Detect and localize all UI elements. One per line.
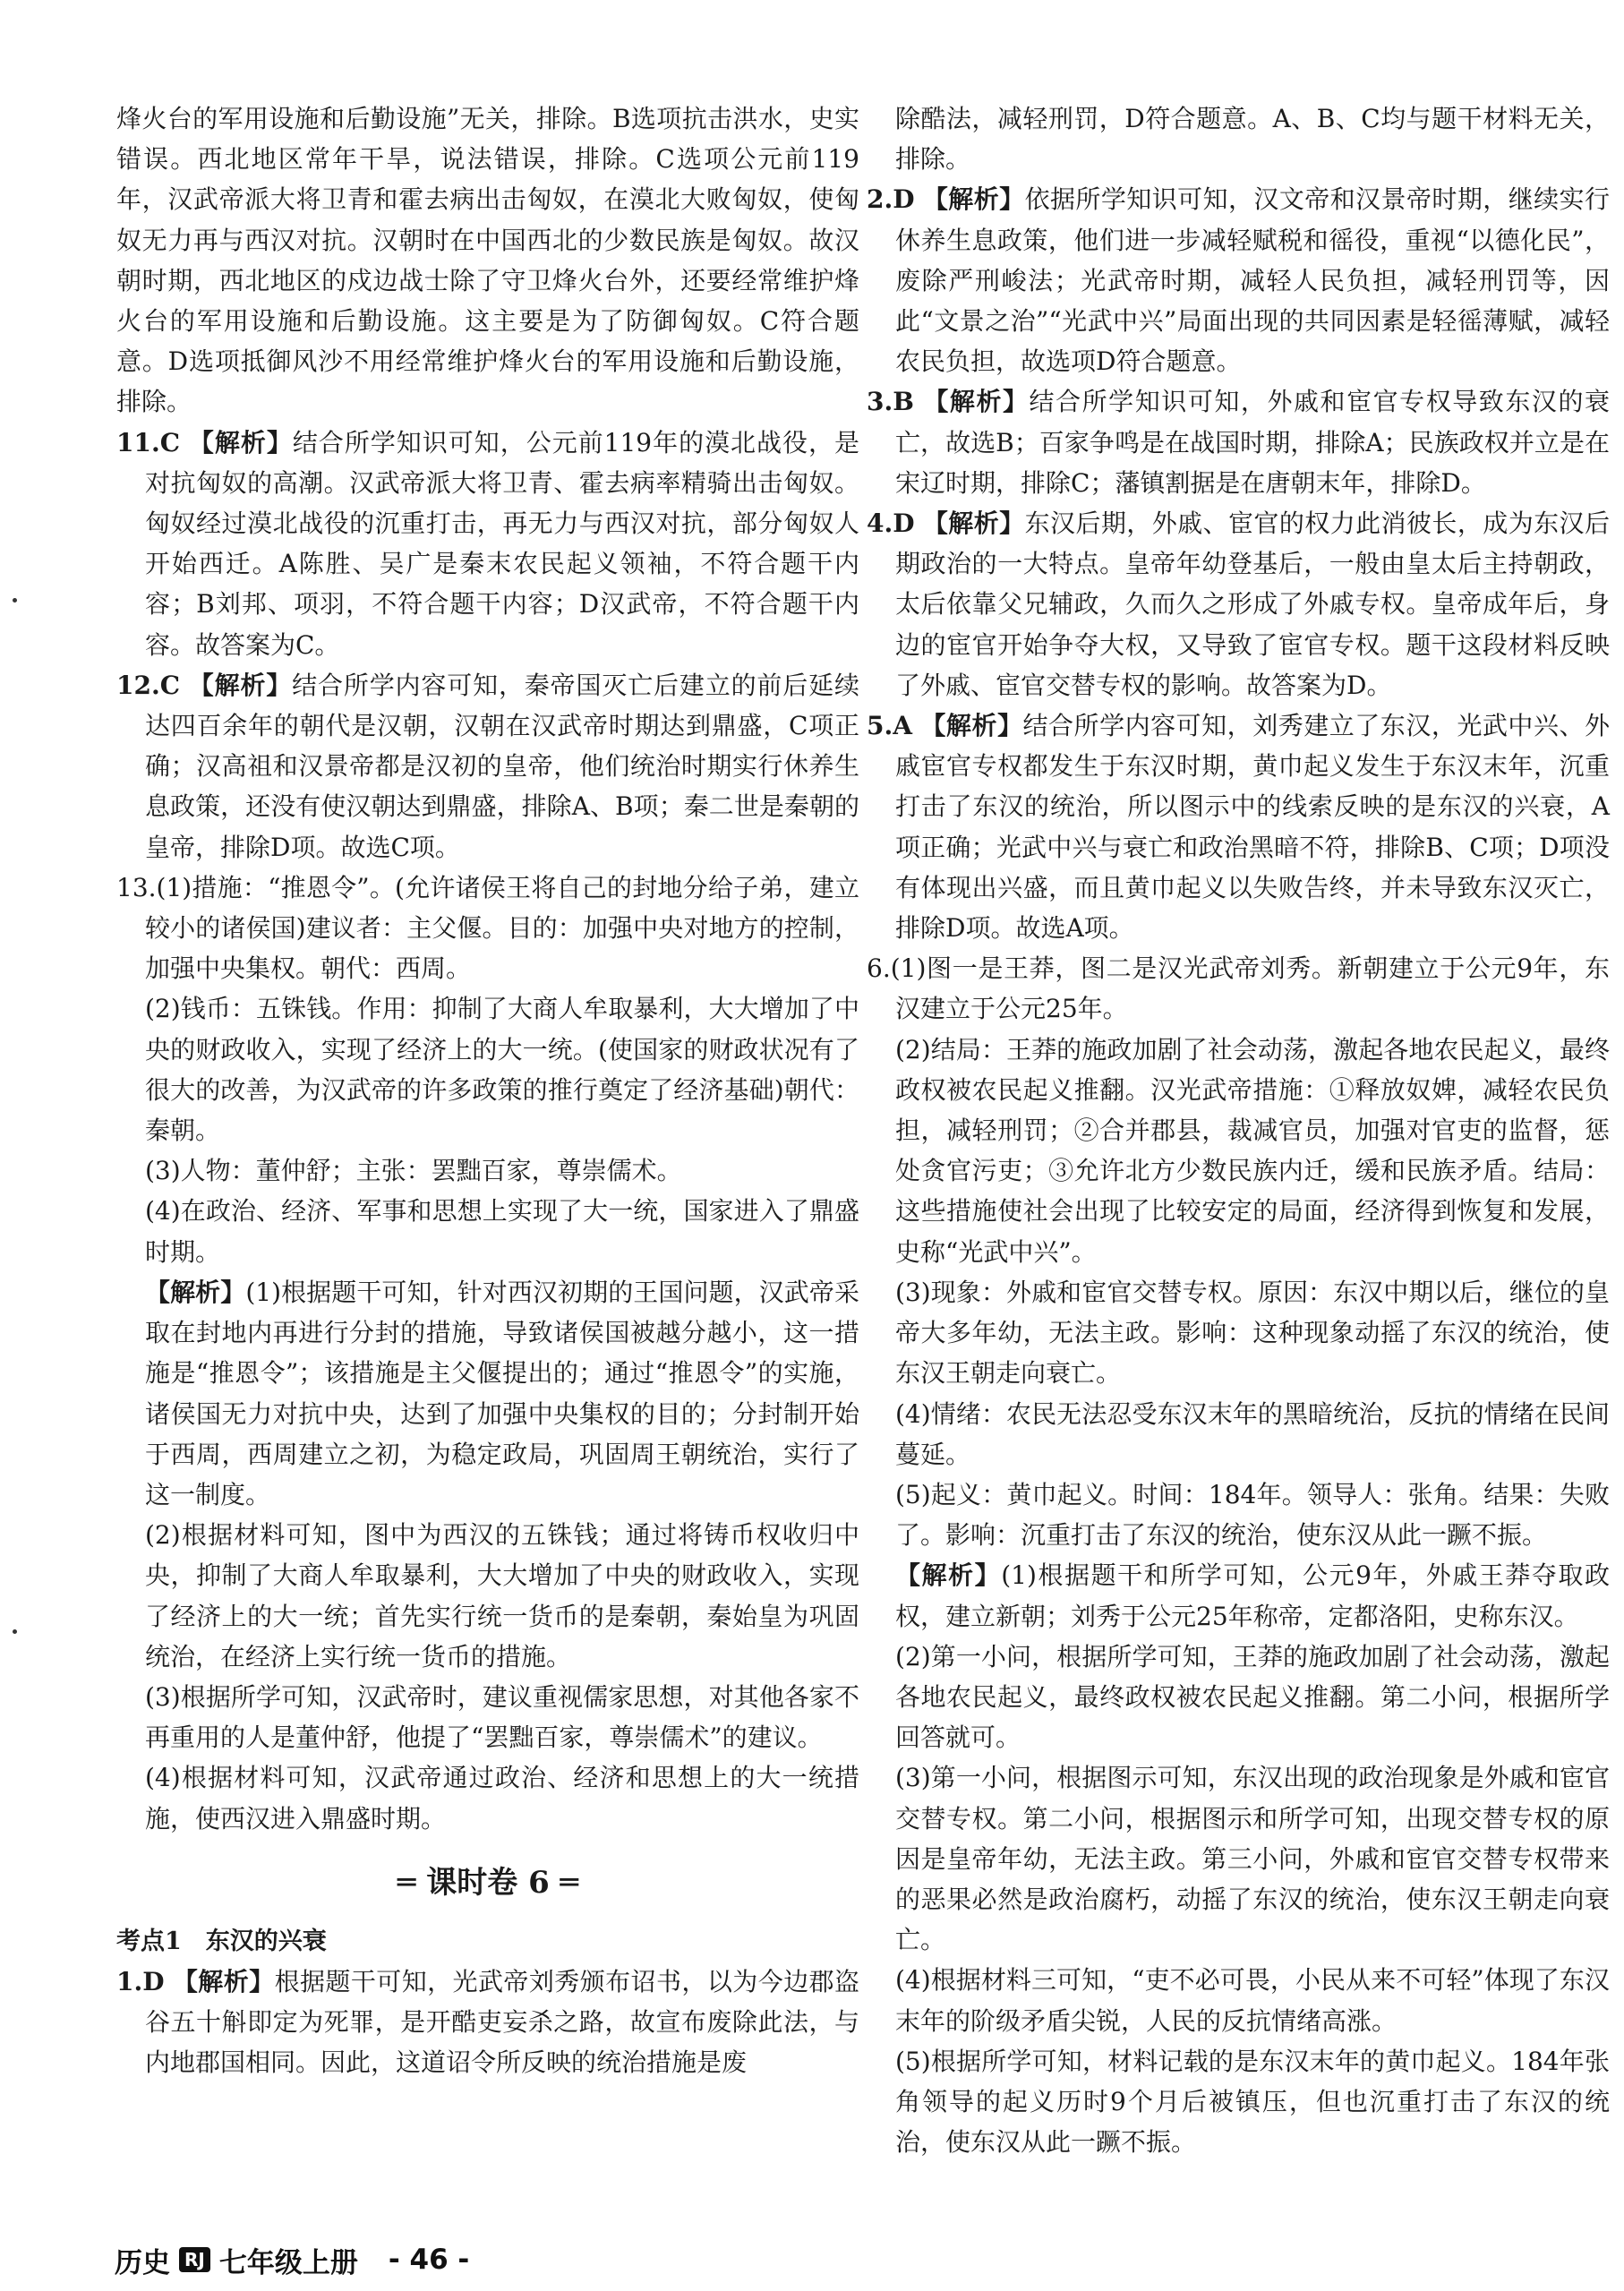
topic-heading: 考点1 东汉的兴衰 (116, 1927, 327, 1955)
analysis-text: (5)根据所学可知，材料记载的是东汉末年的黄巾起义。184年张角领导的起义历时9个月后被镇压，但也沉重打击了东汉的统治，使东汉从此一蹶不振。 (895, 2046, 1610, 2158)
scan-mark (13, 1629, 17, 1634)
grade-label: 七年级上册 (218, 2246, 358, 2279)
answer-item-12 (116, 665, 859, 868)
right-column (867, 98, 1610, 2162)
paragraph: 烽火台的军用设施和后勤设施”无关，排除。B选项抗击洪水，史实错误。西北地区常年干旱，说法错误，排除。C选项公元前119年，汉武帝派大将卫青和霍去病出击匈奴，在漠北大败匈奴，使匈奴无力再与西汉对抗。汉朝时在中国西北的少数民族是匈奴。故汉朝时期，西北地区的戍边战士除了守卫烽火台外，还要经常维护烽火台的军用设施和后勤设施。这主要是为了防御匈奴。C符合题意。D选项抵御风沙不用经常维护烽火台的军用设施和后勤设施，排除。 (116, 104, 859, 417)
edition-badge: RJ (179, 2247, 210, 2272)
answer-sub: (2)钱币：五铢钱。作用：抑制了大商人牟取暴利，大大增加了中央的财政收入，实现了经济上的大一统。(使国家的财政状况有了很大的改善，为汉武帝的许多政策的推行奠定了经济基础)朝代：秦朝。 (145, 994, 859, 1146)
analysis-tag: 【解析】 (922, 184, 1025, 215)
answer-item-13: 13.(1)措施：“推恩令”。(允许诸侯王将自己的封地分给子弟，建立较小的诸侯国)建议者：主父偃。目的：加强中央对地方的控制，加强中央集权。朝代：西周。 (116, 872, 859, 984)
left-column (116, 98, 859, 2082)
answer-text: 结合所学知识可知，公元前119年的漠北战役，是对抗匈奴的高潮。汉武帝派大将卫青、霍去病率精骑出击匈奴。匈奴经过漠北战役的沉重打击，再无力与西汉对抗，部分匈奴人开始西迁。A陈胜、吴广是秦末农民起义领袖，不符合题干内容；B刘邦、项羽，不符合题干内容；D汉武帝，不符合题干内容。故答案为C。 (145, 427, 859, 660)
answer-sub: (2)结局：王莽的施政加剧了社会动荡，激起各地农民起义，最终政权被农民起义推翻。汉光武帝措施：①释放奴婢，减轻农民负担，减轻刑罚；②合并郡县，裁减官员，加强对官吏的监督，惩处贪官污吏；③允许北方少数民族内迁，缓和民族矛盾。结局：这些措施使社会出现了比较安定的局面，经济得到恢复和发展，史称“光武中兴”。 (895, 1034, 1610, 1267)
analysis-text: (3)第一小问，根据图示可知，东汉出现的政治现象是外戚和宦官交替专权。第二小问，根据图示和所学可知，出现交替专权的原因是皇帝年幼，无法主政。第三小问，外戚和宦官交替专权带来的恶果必然是政治腐朽，动摇了东汉的统治，使东汉王朝走向衰亡。 (895, 1763, 1610, 1955)
analysis-text: (2)第一小问，根据所学可知，王莽的施政加剧了社会动荡，激起各地农民起义，最终政权被农民起义推翻。第二小问，根据所学回答就可。 (895, 1641, 1610, 1753)
analysis-tag: 【解析】 (922, 509, 1025, 539)
analysis-text: (3)根据所学可知，汉武帝时，建议重视儒家思想，对其他各家不再重用的人是董仲舒，他提了“罢黜百家，尊崇儒术”的建议。 (145, 1681, 859, 1753)
analysis-tag: 【解析】 (920, 711, 1023, 741)
page-footer (115, 2242, 469, 2278)
analysis-tag: 【解析】 (188, 670, 293, 700)
analysis-text: (4)根据材料可知，汉武帝通过政治、经济和思想上的大一统措施，使西汉进入鼎盛时期。 (145, 1763, 859, 1834)
answer-item-5 (867, 705, 1610, 948)
analysis-block (867, 1555, 1610, 1636)
answer-number: 2.D (867, 184, 915, 215)
analysis-tag: 【解析】 (172, 1966, 275, 1996)
answer-sub: (5)起义：黄巾起义。时间：184年。领导人：张角。结果：失败了。影响：沉重打击了东汉的统治，使东汉从此一蹶不振。 (895, 1479, 1610, 1551)
answer-text: 结合所学内容可知，秦帝国灭亡后建立的前后延续达四百余年的朝代是汉朝，汉朝在汉武帝时期达到鼎盛，C项正确；汉高祖和汉景帝都是汉初的皇帝，他们统治时期实行休养生息政策，还没有使汉朝达到鼎盛，排除A、B项；秦二世是秦朝的皇帝，排除D项。故选C项。 (145, 670, 859, 862)
answer-text: 根据题干可知，光武帝刘秀颁布诏书，以为今边郡盗谷五十斛即定为死罪，是开酷吏妄杀之路，故宣布废除此法，与内地郡国相同。因此，这道诏令所反映的统治措施是废 (145, 1966, 859, 2078)
paragraph: 除酷法，减轻刑罚，D符合题意。A、B、C均与题干材料无关，排除。 (895, 104, 1610, 175)
analysis-text: (4)根据材料三可知，“吏不必可畏，小民从来不可轻”体现了东汉末年的阶级矛盾尖锐，人民的反抗情绪高涨。 (895, 1965, 1610, 2036)
analysis-tag: 【解析】 (188, 427, 293, 457)
analysis-tag: 【解析】 (895, 1560, 1002, 1591)
answer-text: 结合所学内容可知，刘秀建立了东汉，光武中兴、外戚宦官专权都发生于东汉时期，黄巾起义发生于东汉末年，沉重打击了东汉的统治，所以图示中的线索反映的是东汉的兴衰，A项正确；光武中兴与衰亡和政治黑暗不符，排除B、C项；D项没有体现出兴盛，而且黄巾起义以失败告终，并未导致东汉灭亡，排除D项。故选A项。 (895, 711, 1610, 944)
answer-item-6: 6.(1)图一是王莽，图二是汉光武帝刘秀。新朝建立于公元9年，东汉建立于公元25年。 (867, 953, 1610, 1024)
answer-number: 12.C (116, 670, 180, 700)
answer-sub: (3)现象：外戚和宦官交替专权。原因：东汉中期以后，继位的皇帝大多年幼，无法主政。影响：这种现象动摇了东汉的统治，使东汉王朝走向衰亡。 (895, 1277, 1610, 1389)
answer-number: 1.D (116, 1966, 165, 1996)
answer-text: 东汉后期，外戚、宦官的权力此消彼长，成为东汉后期政治的一大特点。皇帝年幼登基后，一般由皇太后主持朝政，太后依靠父兄辅政，久而久之形成了外戚专权。皇帝成年后，身边的宦官开始争夺大权，又导致了宦官专权。题干这段材料反映了外戚、宦官交替专权的影响。故答案为D。 (895, 509, 1610, 700)
answer-item-3 (867, 381, 1610, 503)
analysis-block (116, 1272, 859, 1515)
answer-number: 4.D (867, 509, 915, 539)
answer-item-1 (116, 1962, 859, 2083)
scan-mark (13, 598, 17, 603)
answer-sub: (4)情绪：农民无法忍受东汉末年的黑暗统治，反抗的情绪在民间蔓延。 (895, 1398, 1610, 1469)
answer-item-11 (116, 423, 859, 665)
analysis-text: (1)根据题干和所学可知，公元9年，外戚王莽夺取政权，建立新朝；刘秀于公元25年称帝，定都洛阳，史称东汉。 (895, 1560, 1610, 1631)
analysis-tag: 【解析】 (923, 387, 1030, 417)
lesson-title: ═ 课时卷 6 ═ (397, 1864, 579, 1901)
answer-text: 依据所学知识可知，汉文帝和汉景帝时期，继续实行休养生息政策，他们进一步减轻赋税和徭役，重视“以德化民”，废除严刑峻法；光武帝时期，减轻人民负担，减轻刑罚等，因此“文景之治”“光武中兴”局面出现的共同因素是轻徭薄赋，减轻农民负担，故选项D符合题意。 (895, 184, 1610, 377)
analysis-tag: 【解析】 (145, 1277, 246, 1307)
analysis-text: (1)根据题干可知，针对西汉初期的王国问题，汉武帝采取在封地内再进行分封的措施，导致诸侯国被越分越小，这一措施是“推恩令”；该措施是主父偃提出的；通过“推恩令”的实施，诸侯国无力对抗中央，达到了加强中央集权的目的；分封制开始于西周，西周建立之初，为稳定政局，巩固周王朝统治，实行了这一制度。 (145, 1277, 859, 1509)
answer-number: 3.B (867, 387, 914, 417)
answer-number: 11.C (116, 427, 180, 457)
answer-sub: (3)人物：董仲舒；主张：罢黜百家，尊崇儒术。 (145, 1156, 682, 1186)
subject-label: 历史 (115, 2246, 170, 2279)
answer-number: 5.A (867, 711, 912, 741)
answer-sub: (4)在政治、经济、军事和思想上实现了大一统，国家进入了鼎盛时期。 (145, 1196, 859, 1267)
answer-text: 结合所学知识可知，外戚和宦官专权导致东汉的衰亡，故选B；百家争鸣是在战国时期，排除A；民族政权并立是在宋辽时期，排除C；藩镇割据是在唐朝末年，排除D。 (895, 387, 1610, 498)
analysis-text: (2)根据材料可知，图中为西汉的五铢钱；通过将铸币权收归中央，抑制了大商人牟取暴利，大大增加了中央的财政收入，实现了经济上的大一统；首先实行统一货币的是秦朝，秦始皇为巩固统治，在经济上实行统一货币的措施。 (145, 1520, 859, 1671)
answer-item-2 (867, 179, 1610, 381)
page-number: - 46 - (388, 2244, 470, 2276)
answer-item-4 (867, 503, 1610, 705)
